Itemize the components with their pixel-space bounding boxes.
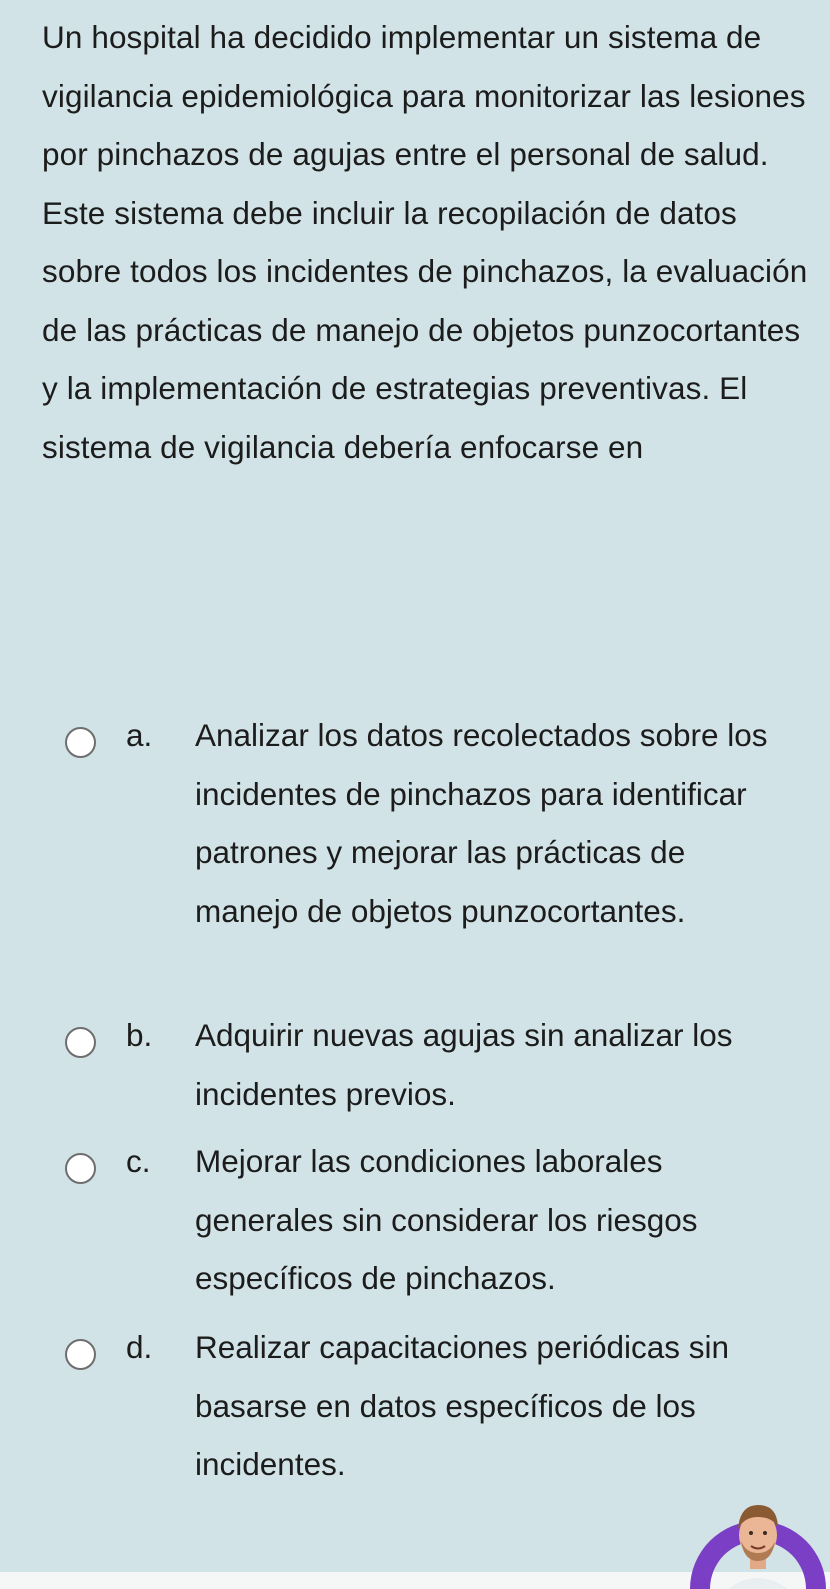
- radio-unselected-icon[interactable]: [65, 1153, 96, 1184]
- tutor-avatar[interactable]: [686, 1495, 830, 1589]
- radio-unselected-icon[interactable]: [65, 1339, 96, 1370]
- radio-unselected-icon[interactable]: [65, 727, 96, 758]
- option-text: Adquirir nuevas agujas sin analizar los incidentes previos.: [195, 1017, 733, 1112]
- radio-unselected-icon[interactable]: [65, 1027, 96, 1058]
- option-a[interactable]: [0, 706, 830, 999]
- option-text: Analizar los datos recolectados sobre los incidentes de pinchazos para identificar patrones y mejorar las prácticas de manejo de objetos punzocortantes.: [195, 717, 768, 929]
- avatar-icon: [686, 1495, 830, 1589]
- option-text: Mejorar las condiciones laborales generales sin considerar los riesgos específicos de pinchazos.: [195, 1143, 698, 1296]
- option-letter: a.: [126, 717, 153, 753]
- option-b[interactable]: [0, 1006, 830, 1124]
- option-c[interactable]: [0, 1132, 830, 1308]
- question-text: Un hospital ha decidido implementar un sistema de vigilancia epidemiológica para monitorizar las lesiones por pinchazos de agujas entre el personal de salud. Este sistema debe incluir la recopilación de datos sobre todos los incidentes de pinchazos, la evaluación de las prácticas de manejo de objetos punzocortantes y la implementación de estrategias preventivas. El sistema de vigilancia debería enfocarse en: [42, 19, 808, 465]
- option-letter: d.: [126, 1329, 153, 1365]
- option-text: Realizar capacitaciones periódicas sin basarse en datos específicos de los incidentes.: [195, 1329, 730, 1482]
- option-letter: b.: [126, 1017, 153, 1053]
- answer-options: [0, 706, 830, 1482]
- option-letter: c.: [126, 1143, 151, 1179]
- option-d[interactable]: [0, 1318, 830, 1494]
